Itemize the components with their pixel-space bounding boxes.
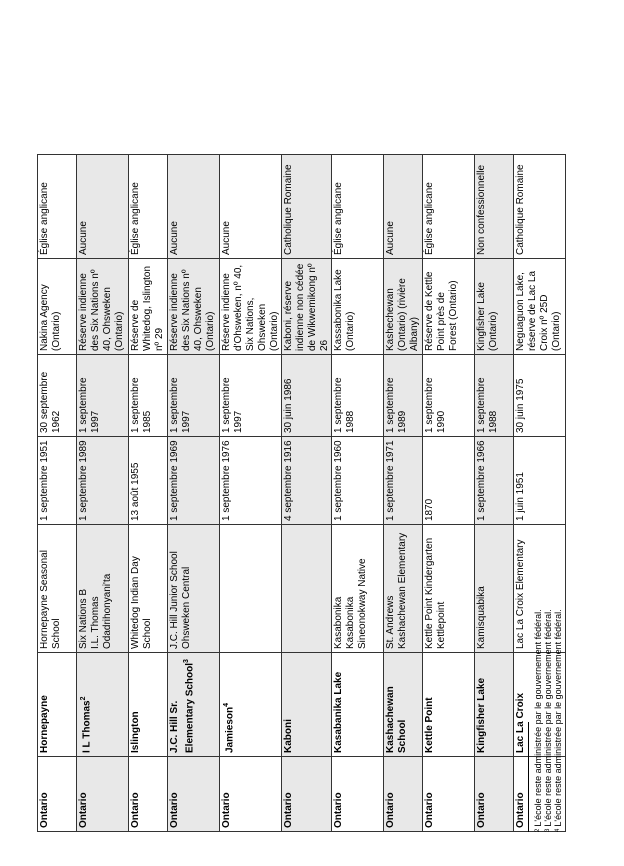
religion-cell bbox=[77, 155, 129, 259]
opened-date-cell-text: 1 juin 1951 bbox=[515, 472, 526, 521]
closed-date-cell bbox=[220, 355, 282, 437]
province-cell-text: Ontario bbox=[424, 792, 435, 828]
closed-date-cell-text: 1 septembre 1988 bbox=[476, 377, 499, 433]
opened-date-cell bbox=[384, 437, 423, 525]
school-name-cell bbox=[168, 653, 220, 757]
other-names-cell-text: Lac La Croix Elementary bbox=[515, 539, 526, 649]
school-name-cell-text: Kashachewan School bbox=[385, 686, 408, 753]
other-names-cell bbox=[475, 525, 514, 653]
other-names-cell bbox=[77, 525, 129, 653]
table-row bbox=[220, 155, 282, 832]
school-name-cell bbox=[384, 653, 423, 757]
location-cell bbox=[282, 259, 332, 355]
opened-date-cell-text: 1 septembre 1969 bbox=[169, 440, 180, 521]
religion-cell-text: Catholique Romaine bbox=[283, 164, 294, 255]
religion-cell-text: Église anglicane bbox=[39, 182, 50, 255]
other-names-cell-text: Whitedog Indian Day School bbox=[130, 556, 153, 649]
province-cell-text: Ontario bbox=[130, 792, 141, 828]
other-names-cell-text: Kasabonika Kasabonika Sineonokway Native bbox=[333, 558, 368, 649]
other-names-cell-text: Hornepayne Seasonal School bbox=[39, 550, 62, 649]
school-name-cell bbox=[475, 653, 514, 757]
school-name-cell-text: Hornepayne bbox=[39, 695, 50, 753]
other-names-cell-text: St. Andrews Kashachewan Elementary bbox=[385, 532, 408, 649]
table-row bbox=[423, 155, 475, 832]
school-name-cell bbox=[423, 653, 475, 757]
table-row bbox=[77, 155, 129, 832]
footnote-text: L'école reste administrée par le gouvernement fédéral. bbox=[543, 609, 553, 827]
province-cell-text: Ontario bbox=[283, 792, 294, 828]
footnote-marker: 4 bbox=[223, 702, 230, 707]
other-names-cell bbox=[384, 525, 423, 653]
school-name-cell bbox=[282, 653, 332, 757]
table-body bbox=[38, 155, 566, 832]
religion-cell-text: Non confessionnelle bbox=[476, 164, 487, 255]
closed-date-cell-text: 1 septembre 1997 bbox=[78, 377, 101, 433]
school-name-cell bbox=[332, 653, 384, 757]
footnote-number: 3 bbox=[545, 828, 551, 832]
location-cell bbox=[514, 259, 566, 355]
location-cell-text: Neguaguon Lake, réserve de Lac La Croix nº 25D (Ontario) bbox=[515, 270, 562, 351]
school-name-cell bbox=[220, 653, 282, 757]
closed-date-cell-text: 1 septembre 1997 bbox=[169, 377, 192, 433]
opened-date-cell bbox=[77, 437, 129, 525]
other-names-cell bbox=[423, 525, 475, 653]
closed-date-cell-text: 1 septembre 1997 bbox=[221, 377, 244, 433]
opened-date-cell-text: 1 septembre 1976 bbox=[221, 440, 232, 521]
opened-date-cell-text: 1870 bbox=[424, 498, 435, 521]
closed-date-cell-text: 1 septembre 1990 bbox=[424, 377, 447, 433]
opened-date-cell bbox=[129, 437, 168, 525]
religion-cell bbox=[129, 155, 168, 259]
other-names-cell bbox=[332, 525, 384, 653]
opened-date-cell-text: 1 septembre 1966 bbox=[476, 440, 487, 521]
table-row bbox=[384, 155, 423, 832]
location-cell bbox=[168, 259, 220, 355]
province-cell bbox=[77, 757, 129, 832]
closed-date-cell bbox=[475, 355, 514, 437]
closed-date-cell-text: 30 juin 1986 bbox=[283, 378, 294, 433]
closed-date-cell-text: 1 septembre 1989 bbox=[385, 377, 408, 433]
province-cell-text: Ontario bbox=[515, 792, 526, 828]
religion-cell bbox=[514, 155, 566, 259]
opened-date-cell-text: 1 septembre 1989 bbox=[78, 440, 89, 521]
province-cell bbox=[129, 757, 168, 832]
opened-date-cell bbox=[423, 437, 475, 525]
footnote-marker: 2 bbox=[80, 696, 87, 701]
province-cell-text: Ontario bbox=[476, 792, 487, 828]
other-names-cell bbox=[220, 525, 282, 653]
school-name-cell-text: Kettle Point bbox=[424, 697, 435, 753]
other-names-cell-text: J.C. Hill Junior School Ohsweken Central bbox=[169, 551, 192, 649]
opened-date-cell-text: 1 septembre 1960 bbox=[333, 440, 344, 521]
religion-cell bbox=[475, 155, 514, 259]
table-row bbox=[282, 155, 332, 832]
opened-date-cell bbox=[168, 437, 220, 525]
closed-date-cell bbox=[384, 355, 423, 437]
location-cell bbox=[384, 259, 423, 355]
footnote-text: L'école reste administrée par le gouvernement fédéral. bbox=[553, 609, 563, 827]
footnote bbox=[543, 609, 553, 832]
closed-date-cell bbox=[514, 355, 566, 437]
religion-cell bbox=[423, 155, 475, 259]
location-cell bbox=[332, 259, 384, 355]
location-cell-text: Réserve indienne d'Ohsweken, nº 40, Six Nations, Ohsweken (Ontario) bbox=[221, 264, 280, 351]
province-cell-text: Ontario bbox=[39, 792, 50, 828]
other-names-cell-text: Kettle Point Kindergarten Kettlepoint bbox=[424, 537, 447, 649]
province-cell-text: Ontario bbox=[333, 792, 344, 828]
school-name-cell-text: Kasabanika Lake bbox=[333, 671, 344, 753]
closed-date-cell bbox=[423, 355, 475, 437]
school-name-cell-text: J.C. Hill Sr. Elementary School bbox=[169, 662, 196, 753]
opened-date-cell-text: 13 août 1955 bbox=[130, 462, 141, 521]
location-cell-text: Réserve de Kettle Point près de Forest (Ontario) bbox=[424, 271, 459, 351]
opened-date-cell bbox=[475, 437, 514, 525]
table-row bbox=[38, 155, 77, 832]
location-cell bbox=[129, 259, 168, 355]
closed-date-cell bbox=[129, 355, 168, 437]
religion-cell-text: Église anglicane bbox=[130, 182, 141, 255]
opened-date-cell bbox=[282, 437, 332, 525]
other-names-cell bbox=[168, 525, 220, 653]
religion-cell bbox=[332, 155, 384, 259]
other-names-cell bbox=[129, 525, 168, 653]
location-cell-text: Kashechewan (Ontario) (rivière Albany) bbox=[385, 278, 420, 351]
other-names-cell-text: Six Nations B I.L. Thomas Odadrihonyani'ta bbox=[78, 573, 113, 649]
footnote-text: L'école reste administrée par le gouvernement fédéral. bbox=[533, 609, 543, 827]
location-cell bbox=[423, 259, 475, 355]
other-names-cell bbox=[282, 525, 332, 653]
closed-date-cell bbox=[168, 355, 220, 437]
closed-date-cell bbox=[38, 355, 77, 437]
location-cell bbox=[220, 259, 282, 355]
footnote-number: 4 bbox=[555, 828, 561, 832]
province-cell bbox=[282, 757, 332, 832]
religion-cell-text: Aucune bbox=[221, 221, 232, 255]
school-name-cell-text: Lac La Croix bbox=[515, 692, 526, 753]
religion-cell-text: Aucune bbox=[78, 221, 89, 255]
province-cell bbox=[168, 757, 220, 832]
province-cell bbox=[423, 757, 475, 832]
location-cell-text: Kassabonika Lake (Ontario) bbox=[333, 269, 356, 351]
religion-cell bbox=[220, 155, 282, 259]
opened-date-cell bbox=[332, 437, 384, 525]
location-cell-text: Kaboni, réserve indienne non cédée de Wikwemikong nº 26 bbox=[283, 263, 330, 351]
location-cell-text: Réserve indienne des Six Nations nº 40, Ohsweken (Ontario) bbox=[78, 269, 125, 351]
location-cell bbox=[475, 259, 514, 355]
table-row bbox=[475, 155, 514, 832]
location-cell-text: Réserve indienne des Six Nations nº 40, Ohsweken (Ontario) bbox=[169, 269, 216, 351]
footnote-number: 2 bbox=[535, 828, 541, 832]
table-row bbox=[129, 155, 168, 832]
location-cell-text: Nakina Agency (Ontario) bbox=[39, 284, 62, 351]
school-name-cell-text: Islington bbox=[130, 711, 141, 753]
opened-date-cell bbox=[514, 437, 566, 525]
location-cell-text: Kingfisher Lake (Ontario) bbox=[476, 282, 499, 351]
opened-date-cell-text: 4 septembre 1916 bbox=[283, 440, 294, 521]
province-cell bbox=[332, 757, 384, 832]
religion-cell bbox=[384, 155, 423, 259]
school-name-cell-text: I L Thomas bbox=[81, 700, 93, 753]
closed-date-cell bbox=[332, 355, 384, 437]
location-cell bbox=[77, 259, 129, 355]
religion-cell bbox=[282, 155, 332, 259]
province-cell bbox=[220, 757, 282, 832]
religion-cell-text: Aucune bbox=[169, 221, 180, 255]
closed-date-cell bbox=[282, 355, 332, 437]
table-row bbox=[332, 155, 384, 832]
province-cell-text: Ontario bbox=[78, 792, 89, 828]
table-row bbox=[168, 155, 220, 832]
closed-date-cell-text: 1 septembre 1988 bbox=[333, 377, 356, 433]
religion-cell-text: Église anglicane bbox=[333, 182, 344, 255]
religion-cell bbox=[168, 155, 220, 259]
other-names-cell bbox=[38, 525, 77, 653]
opened-date-cell bbox=[38, 437, 77, 525]
opened-date-cell bbox=[220, 437, 282, 525]
province-cell-text: Ontario bbox=[221, 792, 232, 828]
footnote-marker: 3 bbox=[183, 659, 190, 663]
school-name-cell bbox=[77, 653, 129, 757]
opened-date-cell-text: 1 septembre 1951 bbox=[39, 440, 50, 521]
religion-cell-text: Église anglicane bbox=[424, 182, 435, 255]
opened-date-cell-text: 1 septembre 1971 bbox=[385, 440, 396, 521]
location-cell-text: Réserve de Whitedog, Islington nº 29 bbox=[130, 265, 165, 351]
religion-cell bbox=[38, 155, 77, 259]
province-cell-text: Ontario bbox=[385, 792, 396, 828]
footnote bbox=[533, 609, 543, 832]
religion-cell-text: Aucune bbox=[385, 221, 396, 255]
footnote-separator bbox=[528, 722, 529, 832]
province-cell bbox=[38, 757, 77, 832]
school-name-cell-text: Kaboni bbox=[283, 719, 294, 753]
footnote bbox=[553, 609, 563, 832]
location-cell bbox=[38, 259, 77, 355]
province-cell-text: Ontario bbox=[169, 792, 180, 828]
closed-date-cell bbox=[77, 355, 129, 437]
school-name-cell bbox=[38, 653, 77, 757]
school-name-cell-text: Kingfisher Lake bbox=[476, 677, 487, 753]
closed-date-cell-text: 30 juin 1975 bbox=[515, 378, 526, 433]
school-name-cell-text: Jamieson bbox=[224, 706, 236, 753]
religion-cell-text: Catholique Romaine bbox=[515, 164, 526, 255]
province-cell bbox=[384, 757, 423, 832]
closed-date-cell-text: 30 septembre 1962 bbox=[39, 371, 62, 433]
province-cell bbox=[475, 757, 514, 832]
other-names-cell-text: Kamisquabika bbox=[476, 586, 487, 649]
closed-date-cell-text: 1 septembre 1985 bbox=[130, 377, 153, 433]
school-name-cell bbox=[129, 653, 168, 757]
schools-table bbox=[37, 154, 566, 832]
